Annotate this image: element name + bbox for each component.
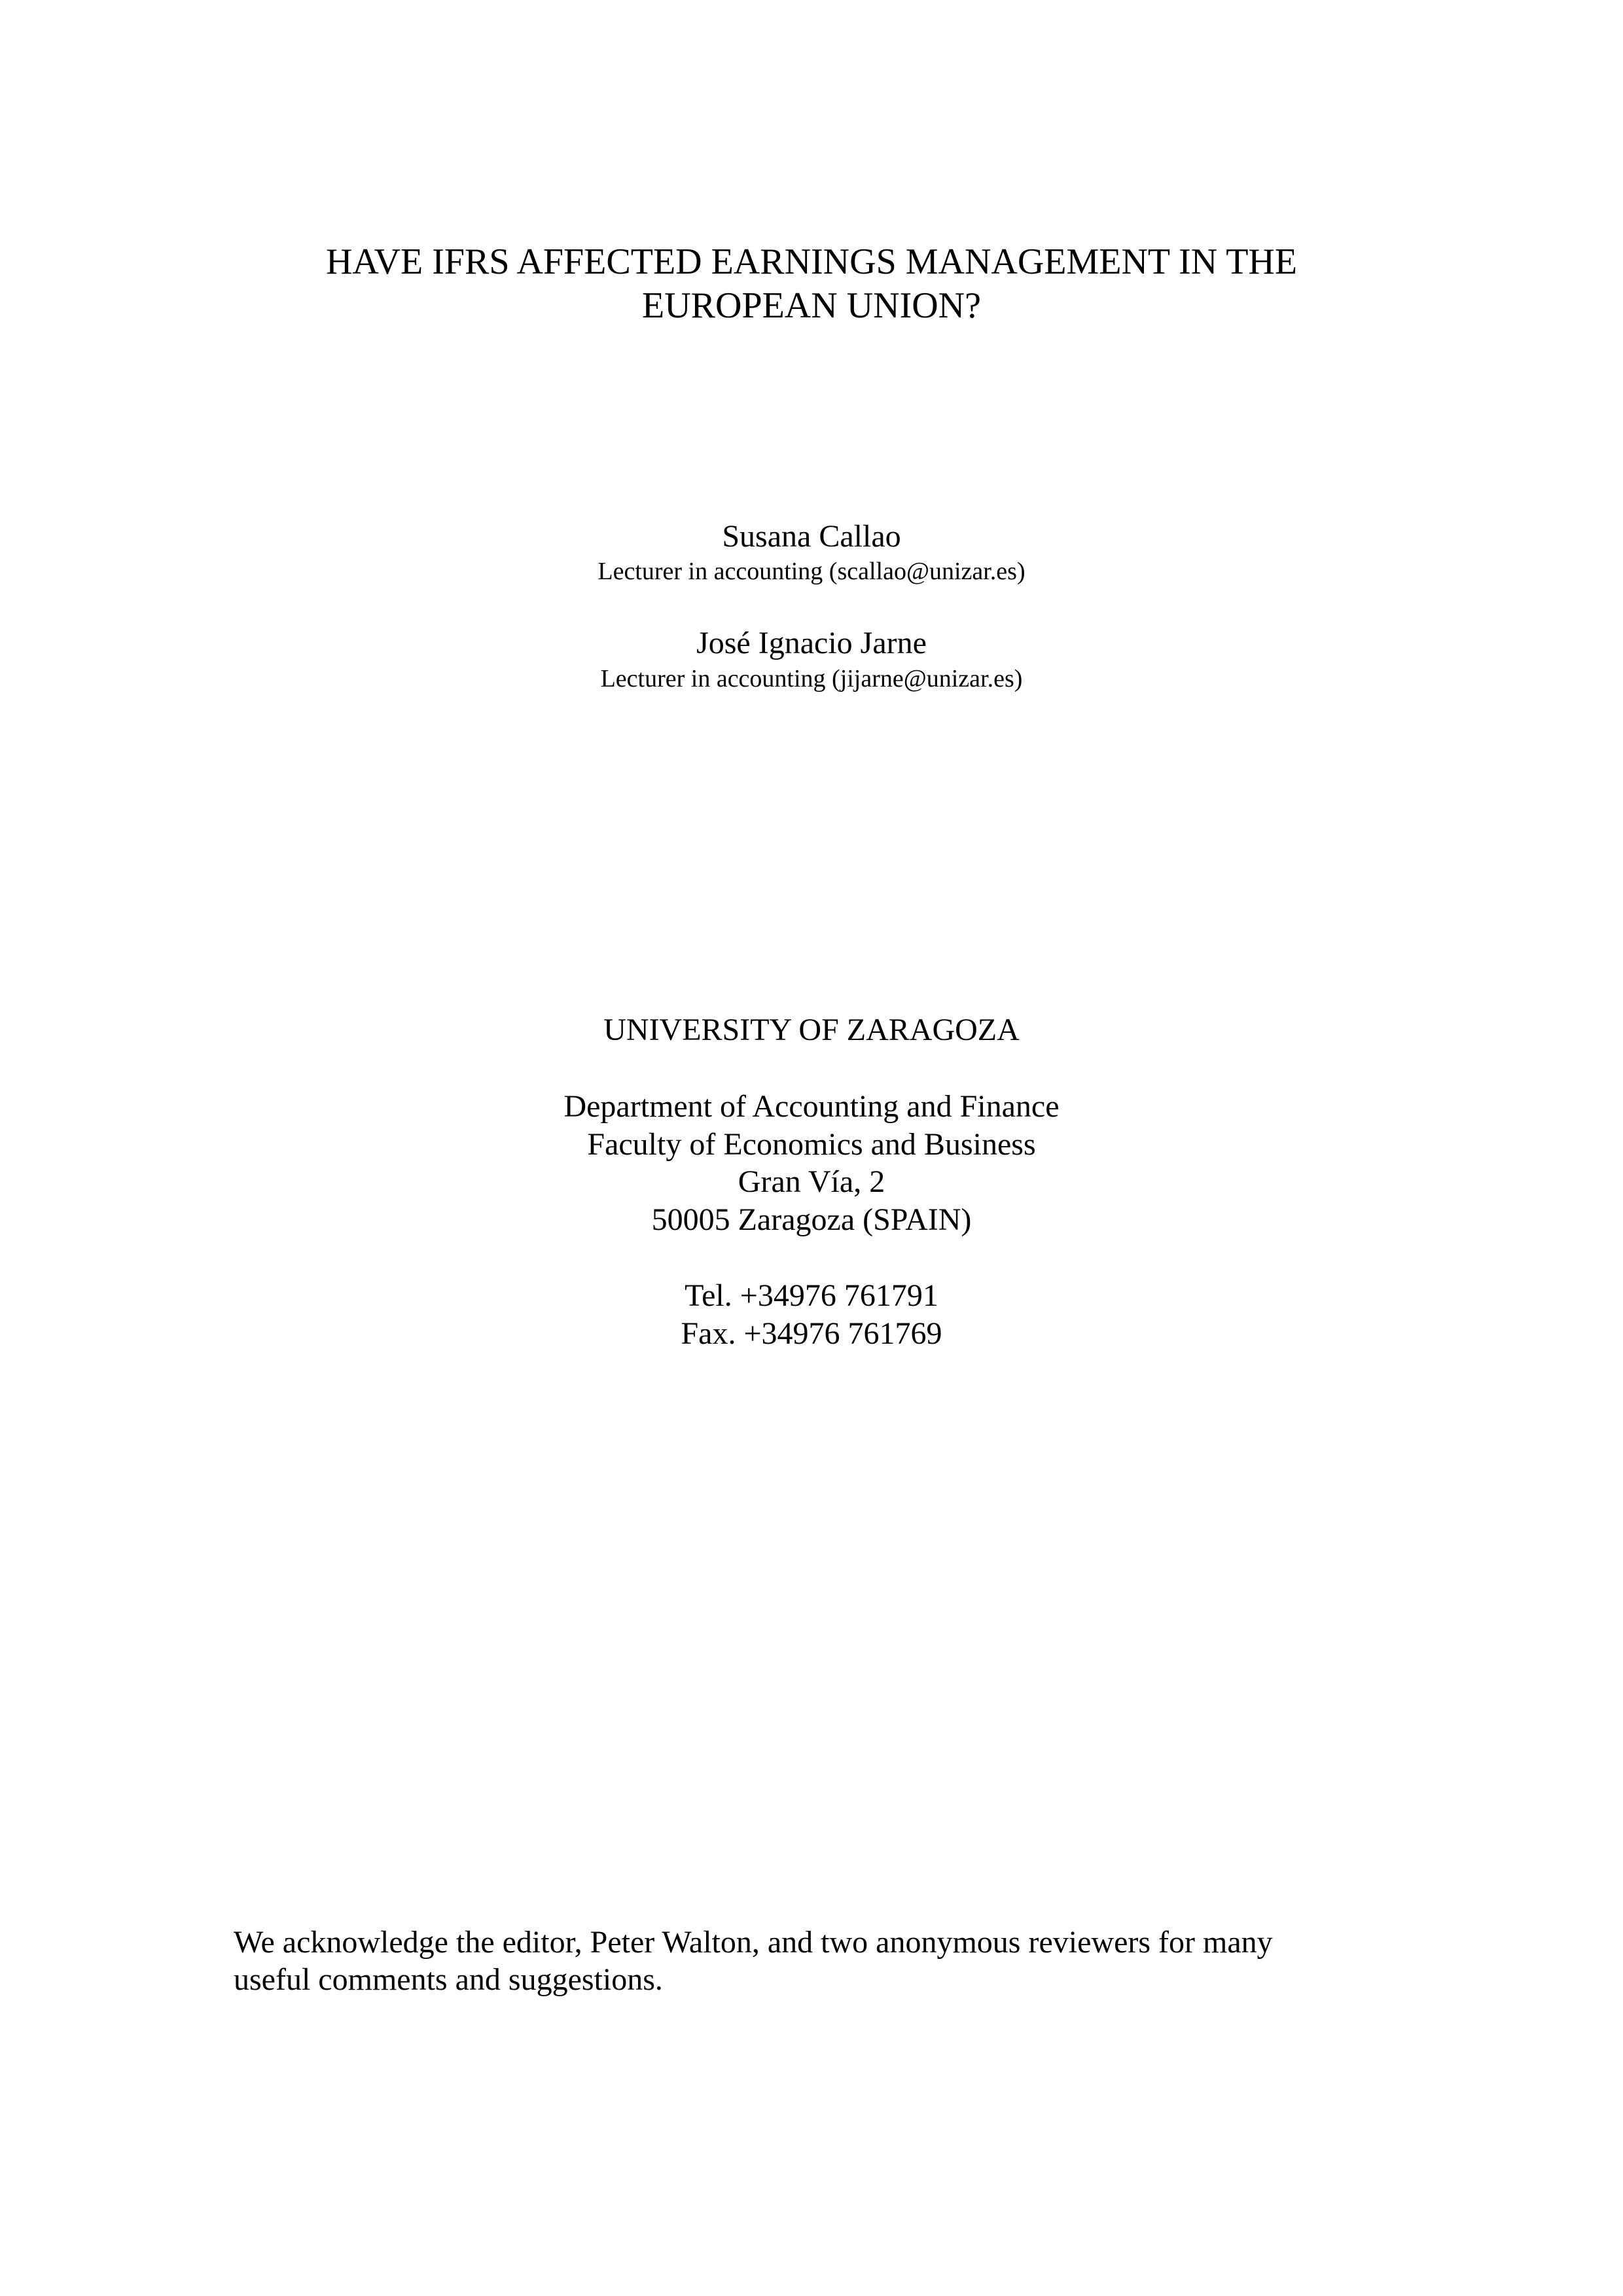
author-affiliation: Lecturer in accounting (scallao@unizar.es) bbox=[597, 558, 1026, 585]
telephone-number: Tel. +34976 761791 bbox=[685, 1278, 938, 1313]
acknowledgement-line-1: We acknowledge the editor, Peter Walton, and two anonymous reviewers for many bbox=[234, 1925, 1273, 1960]
author-affiliation: Lecturer in accounting (jijarne@unizar.es) bbox=[600, 665, 1023, 692]
department-name: Department of Accounting and Finance bbox=[563, 1089, 1060, 1124]
city-address: 50005 Zaragoza (SPAIN) bbox=[651, 1202, 972, 1237]
paper-title-line-2: EUROPEAN UNION? bbox=[642, 285, 981, 326]
university-name: UNIVERSITY OF ZARAGOZA bbox=[603, 1013, 1020, 1047]
street-address: Gran Vía, 2 bbox=[738, 1164, 885, 1199]
faculty-name: Faculty of Economics and Business bbox=[587, 1127, 1036, 1162]
fax-number: Fax. +34976 761769 bbox=[681, 1316, 942, 1351]
paper-title-line-1: HAVE IFRS AFFECTED EARNINGS MANAGEMENT IN THE bbox=[325, 242, 1298, 282]
author-name: José Ignacio Jarne bbox=[696, 626, 927, 660]
author-name: Susana Callao bbox=[722, 519, 901, 554]
acknowledgement-line-2: useful comments and suggestions. bbox=[234, 1962, 663, 1997]
